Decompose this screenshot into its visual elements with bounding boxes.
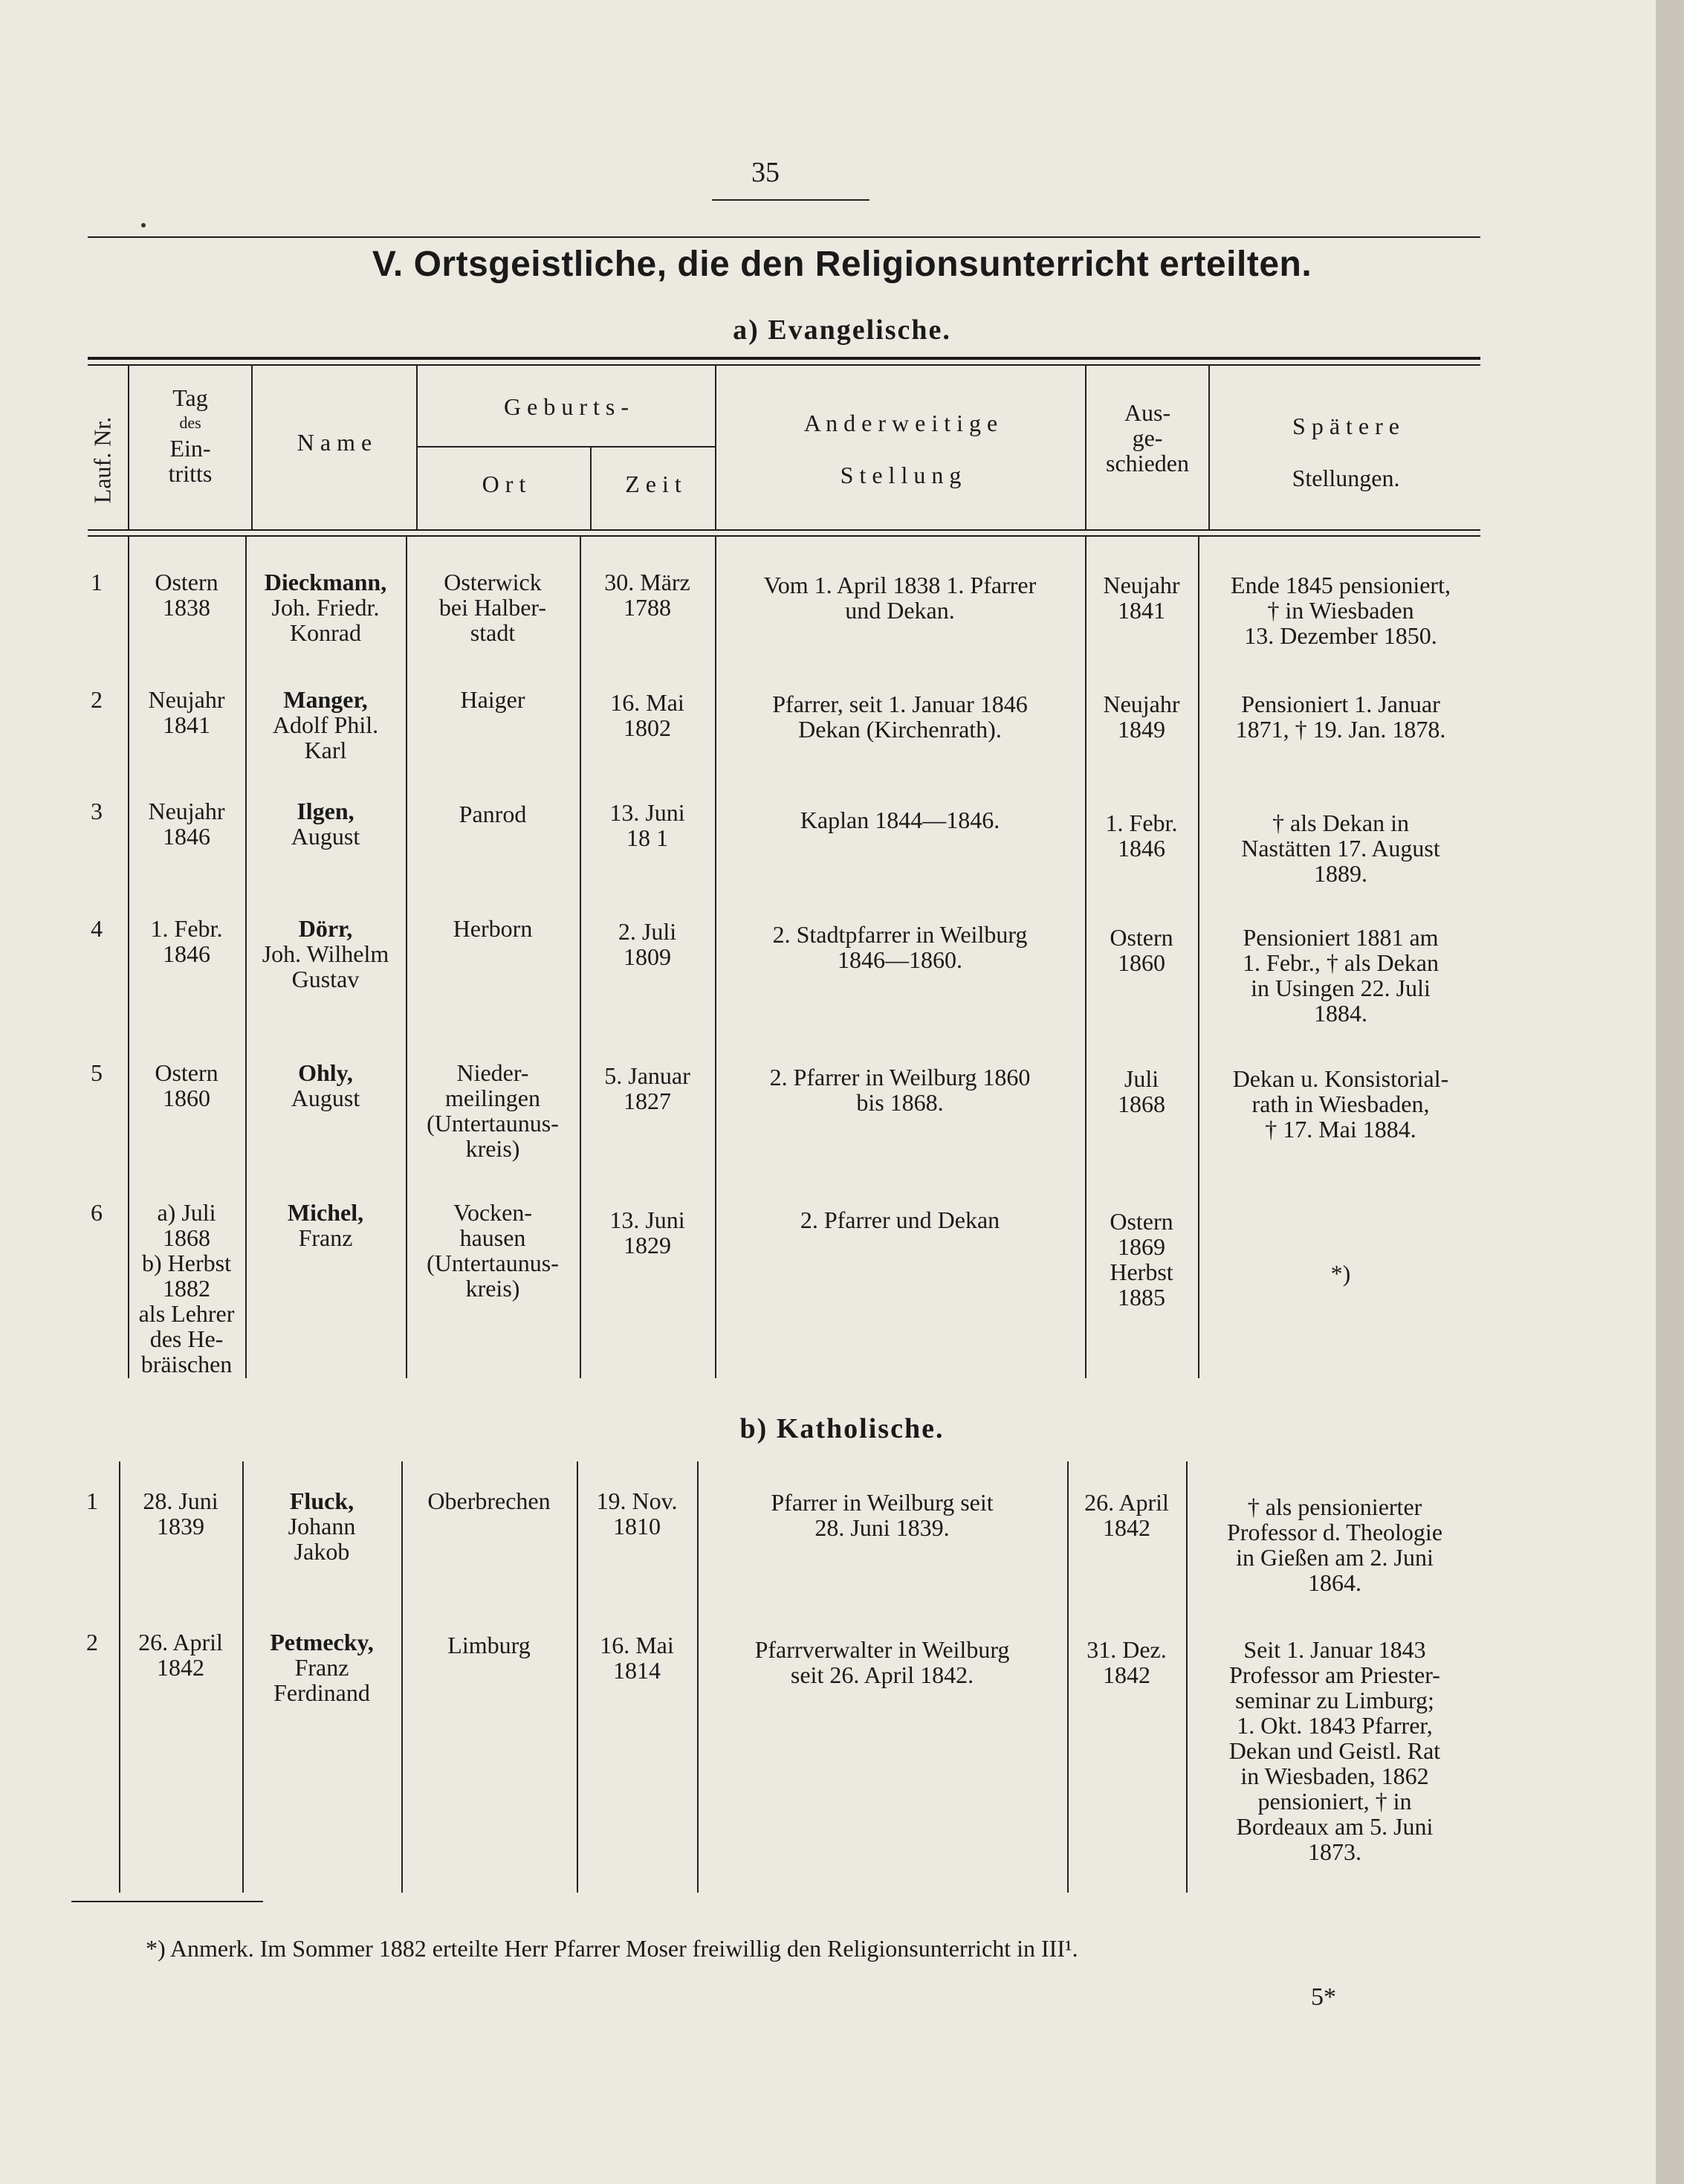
row-tag: Ostern 1860: [155, 1059, 218, 1111]
ink-dot: [141, 223, 146, 227]
row-nr: 3: [91, 798, 103, 824]
hdr-vline-7: [1208, 364, 1210, 529]
row-nr: 2: [86, 1629, 98, 1655]
row-nr: 1: [91, 569, 103, 595]
row-name: Petmecky, Franz Ferdinand: [270, 1629, 374, 1706]
section-title: V. Ortsgeistliche, die den Religionsunterricht erteilten.: [372, 245, 1312, 284]
footnote: *) Anmerk. Im Sommer 1882 erteilte Herr Pfarrer Moser freiwillig den Religionsunterricht in III¹.: [146, 1935, 1078, 1962]
row-tag: Neujahr 1841: [148, 686, 225, 738]
footnote-rule: [71, 1901, 263, 1902]
row-name: Fluck, Johann Jakob: [288, 1487, 356, 1565]
row-spaetere: Pensioniert 1881 am 1. Febr., † als Dekan in Usingen 22. Juli 1884.: [1243, 924, 1439, 1027]
row-ausgeschieden: Neujahr 1841: [1103, 572, 1180, 624]
row-spaetere: Ende 1845 pensioniert, † in Wiesbaden 13. Dezember 1850.: [1231, 572, 1451, 649]
row-ausgeschieden: Juli 1868: [1118, 1065, 1165, 1117]
row-name: Manger, Adolf Phil. Karl: [272, 686, 379, 763]
row-ort: Herborn: [453, 915, 533, 942]
row-zeit: 13. Juni 18 1: [609, 799, 685, 851]
row-nr: 5: [91, 1059, 103, 1086]
header-stellungen: Stellungen.: [1292, 465, 1400, 491]
row-name: Ilgen, August: [291, 798, 360, 850]
row-spaetere: † als Dekan in Nastätten 17. August 1889.: [1241, 810, 1440, 887]
row-zeit: 13. Juni 1829: [609, 1206, 685, 1259]
row-nr: 2: [91, 686, 103, 713]
geburts-subrule: [416, 446, 715, 448]
header-lauf-nr: Lauf. Nr.: [88, 416, 116, 504]
row-ausgeschieden: 31. Dez. 1842: [1086, 1636, 1167, 1688]
row-stellung: 2. Pfarrer in Weilburg 1860 bis 1868.: [769, 1064, 1031, 1116]
group-a-title: a) Evangelische.: [733, 314, 951, 346]
row-tag: Ostern 1838: [155, 569, 218, 621]
b-vline-3: [401, 1461, 403, 1893]
header-top-rule-thin: [88, 364, 1480, 366]
header-bottom-rule-2: [88, 535, 1480, 537]
hdr-vline-3: [416, 364, 418, 529]
row-tag: 26. April 1842: [138, 1629, 223, 1681]
row-ausgeschieden: 26. April 1842: [1084, 1489, 1169, 1541]
row-zeit: 5. Januar 1827: [604, 1062, 690, 1114]
group-b-title: b) Katholische.: [739, 1413, 945, 1444]
row-name: Dieckmann, Joh. Friedr. Konrad: [264, 569, 387, 646]
row-stellung: 2. Stadtpfarrer in Weilburg 1846—1860.: [772, 921, 1028, 973]
header-name: N a m e: [297, 429, 372, 456]
row-stellung: Pfarrer, seit 1. Januar 1846 Dekan (Kirchenrath).: [772, 691, 1028, 743]
row-nr: 6: [91, 1199, 103, 1226]
page-number-rule: [712, 199, 869, 201]
row-zeit: 2. Juli 1809: [618, 918, 677, 970]
row-zeit: 16. Mai 1814: [600, 1632, 674, 1684]
row-tag: a) Juli 1868 b) Herbst 1882 als Lehrer des He- bräischen: [138, 1199, 235, 1377]
row-zeit: 16. Mai 1802: [610, 689, 684, 741]
header-tag: Tag des Ein- tritts: [168, 384, 213, 487]
row-zeit: 30. März 1788: [604, 569, 690, 621]
row-nr: 1: [86, 1487, 98, 1514]
row-tag: 1. Febr. 1846: [150, 915, 223, 967]
row-ort: Panrod: [459, 801, 527, 827]
header-geburts: G e b u r t s -: [504, 393, 629, 420]
row-spaetere: *): [1330, 1260, 1351, 1287]
row-nr: 4: [91, 915, 103, 942]
page-number: 35: [751, 157, 780, 188]
hdr-vline-5: [715, 364, 716, 529]
row-spaetere: † als pensionierter Professor d. Theologie in Gießen am 2. Juni 1864.: [1226, 1493, 1443, 1596]
top-rule: [88, 236, 1480, 238]
row-ausgeschieden: 1. Febr. 1846: [1105, 810, 1178, 862]
header-ort: O r t: [482, 471, 526, 497]
header-spaetere: S p ä t e r e: [1292, 413, 1399, 439]
row-stellung: Pfarrer in Weilburg seit 28. Juni 1839.: [771, 1489, 994, 1541]
row-stellung: 2. Pfarrer und Dekan: [800, 1206, 1000, 1233]
row-spaetere: Pensioniert 1. Januar 1871, † 19. Jan. 1878.: [1235, 691, 1446, 743]
row-ort: Oberbrechen: [427, 1487, 551, 1514]
row-spaetere: Seit 1. Januar 1843 Professor am Priester- seminar zu Limburg; 1. Okt. 1843 Pfarrer, Dekan und Geistl. Rat in Wiesbaden, 1862 pensioniert, † in Bordeaux am 5. Juni 1873.: [1228, 1636, 1441, 1865]
row-ort: Osterwick bei Halber- stadt: [438, 569, 547, 646]
signature-mark: 5*: [1311, 1983, 1336, 2011]
row-ausgeschieden: Ostern 1869 Herbst 1885: [1110, 1208, 1173, 1311]
row-ort: Limburg: [447, 1632, 531, 1658]
header-bottom-rule-1: [88, 529, 1480, 531]
header-stellung: S t e l l u n g: [840, 462, 962, 488]
row-name: Dörr, Joh. Wilhelm Gustav: [262, 915, 389, 992]
header-zeit: Z e i t: [625, 471, 681, 497]
row-ort: Haiger: [460, 686, 525, 713]
row-spaetere: Dekan u. Konsistorial- rath in Wiesbaden, † 17. Mai 1884.: [1232, 1065, 1449, 1143]
header-top-rule-thick: [88, 357, 1480, 360]
row-stellung: Vom 1. April 1838 1. Pfarrer und Dekan.: [763, 572, 1037, 624]
row-ort: Nieder- meilingen (Untertaunus- kreis): [427, 1059, 559, 1162]
header-ausgeschieden: Aus- ge- schieden: [1106, 399, 1189, 476]
row-ausgeschieden: Neujahr 1849: [1103, 691, 1180, 743]
header-anderweitige: A n d e r w e i t i g e: [803, 410, 998, 436]
row-ausgeschieden: Ostern 1860: [1110, 924, 1173, 976]
row-stellung: Pfarrverwalter in Weilburg seit 26. April 1842.: [754, 1636, 1010, 1688]
row-zeit: 19. Nov. 1810: [596, 1487, 678, 1540]
row-name: Michel, Franz: [287, 1199, 364, 1251]
row-tag: 28. Juni 1839: [143, 1487, 218, 1540]
row-tag: Neujahr 1846: [148, 798, 225, 850]
row-name: Ohly, August: [291, 1059, 360, 1111]
row-ort: Vocken- hausen (Untertaunus- kreis): [427, 1199, 559, 1302]
row-stellung: Kaplan 1844—1846.: [800, 807, 1000, 833]
